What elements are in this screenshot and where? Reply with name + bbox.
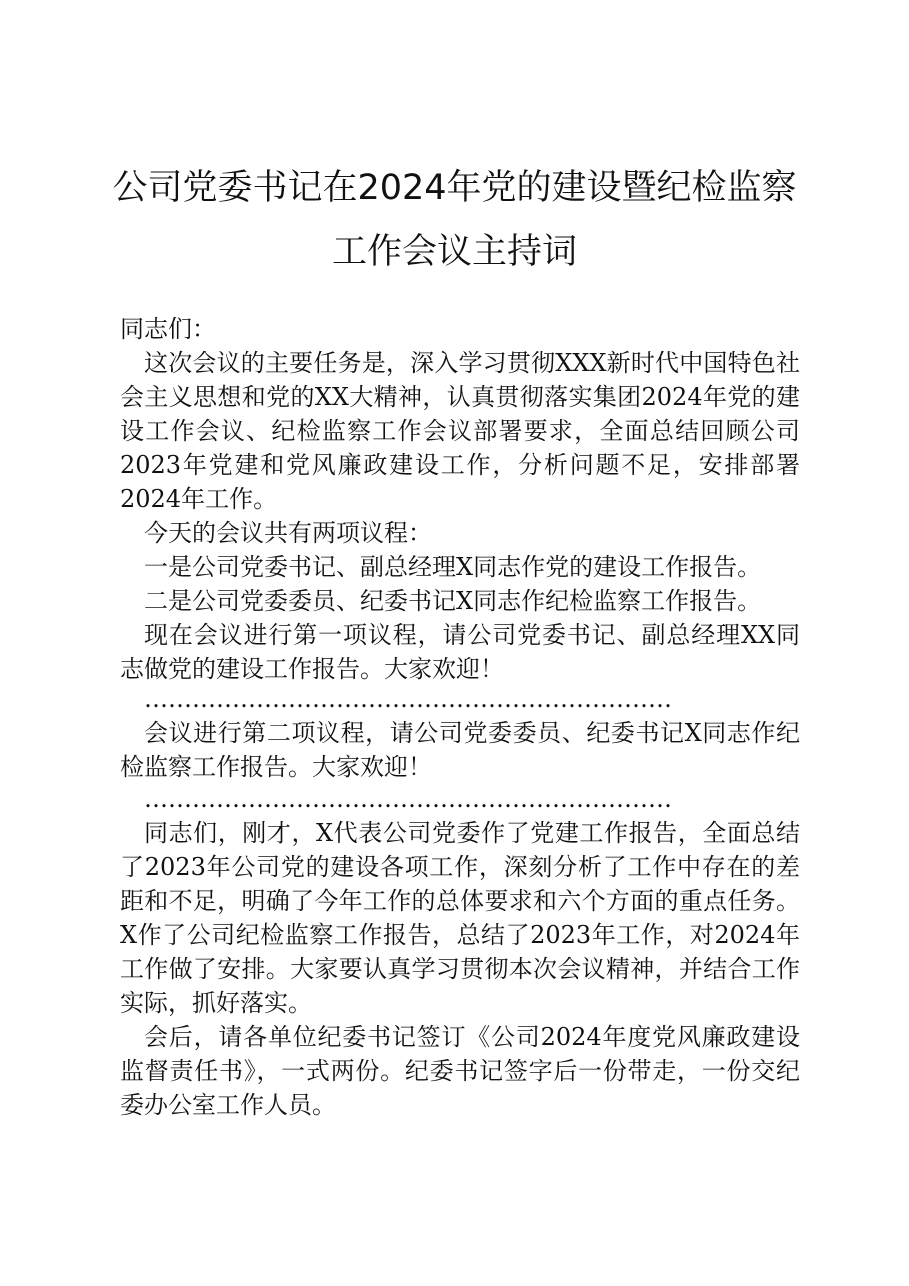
salutation: 同志们：	[120, 315, 216, 343]
paragraph-agenda-intro: 今天的会议共有两项议程：	[144, 519, 432, 547]
paragraph-meeting-purpose: 这次会议的主要任务是，深入学习贯彻XXX新时代中国特色社会主义思想和党的XX大精神，认真贯彻落实集团2024年党的建设工作会议、纪检监察工作会议部署要求，全面总结回顾公司2023年党建和党风廉政建设工作，分析问题不足，安排部署2024年工作。	[120, 349, 800, 513]
paragraph-second-agenda: 会议进行第二项议程，请公司党委委员、纪委书记X同志作纪检监察工作报告。大家欢迎！	[120, 719, 800, 781]
paragraph-closing-instructions: 会后，请各单位纪委书记签订《公司2024年度党风廉政建设监督责任书》，一式两份。纪委书记签字后一份带走，一份交纪委办公室工作人员。	[120, 1023, 800, 1119]
document-title-line-1: 公司党委书记在2024年党的建设暨纪检监察	[112, 168, 797, 208]
paragraph-summary: 同志们，刚才，X代表公司党委作了党建工作报告，全面总结了2023年公司党的建设各项工作，深刻分析了工作中存在的差距和不足，明确了今年工作的总体要求和六个方面的重点任务。X作了公司纪检监察工作报告，总结了2023年工作，对2024年工作做了安排。大家要认真学习贯彻本次会议精神，并结合工作实际，抓好落实。	[120, 819, 800, 1017]
document-title-line-2: 工作会议主持词	[331, 232, 577, 272]
ellipsis-separator: …………………………………………………………	[144, 785, 672, 813]
paragraph-agenda-item-2: 二是公司党委委员、纪委书记X同志作纪检监察工作报告。	[144, 587, 762, 615]
ellipsis-separator: …………………………………………………………	[144, 685, 672, 713]
paragraph-agenda-item-1: 一是公司党委书记、副总经理X同志作党的建设工作报告。	[144, 553, 762, 581]
paragraph-first-agenda: 现在会议进行第一项议程，请公司党委书记、副总经理XX同志做党的建设工作报告。大家欢迎！	[120, 621, 800, 683]
